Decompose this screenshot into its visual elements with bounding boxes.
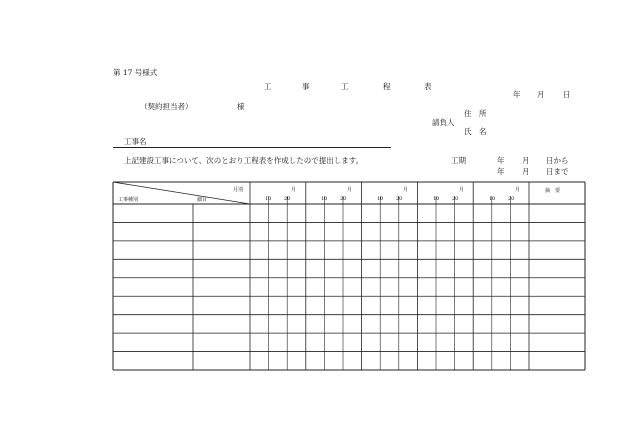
- date-day: 日: [563, 90, 571, 99]
- title-char-4: 程: [383, 82, 391, 91]
- period-start-year: 年: [497, 156, 505, 165]
- month-1-tick-10: 10: [265, 196, 272, 202]
- header-type: 工事種別: [118, 197, 139, 203]
- month-2-tick-20: 20: [340, 196, 347, 202]
- header-monthly: 月別: [233, 187, 244, 193]
- name-label: 氏 名: [464, 127, 487, 136]
- month-4-tick-10: 10: [433, 196, 440, 202]
- header-item: 細目: [197, 197, 208, 203]
- period-start-day: 日から: [546, 156, 569, 165]
- month-1-tick-20: 20: [284, 196, 291, 202]
- date-year: 年: [513, 90, 521, 99]
- statement-text: 上記建設工事について、次のとおり工程表を作成したので提出します。: [124, 156, 364, 165]
- month-2-label: 月: [347, 187, 353, 193]
- title-char-3: 工: [341, 82, 349, 91]
- period-end-day: 日まで: [546, 167, 569, 176]
- title-char-1: 工: [264, 82, 272, 91]
- month-4-label: 月: [459, 187, 465, 193]
- month-2-tick-10: 10: [321, 196, 328, 202]
- title-char-2: 事: [302, 82, 310, 91]
- date-month: 月: [537, 90, 545, 99]
- title-char-5: 表: [424, 82, 432, 91]
- month-5-tick-10: 10: [489, 196, 496, 202]
- month-5-label: 月: [515, 187, 521, 193]
- month-3-tick-20: 20: [396, 196, 403, 202]
- period-end-year: 年: [497, 167, 505, 176]
- month-3-label: 月: [403, 187, 409, 193]
- header-remarks: 摘 要: [545, 188, 561, 194]
- period-start-month: 月: [522, 156, 530, 165]
- contractor-label: 請負人: [432, 118, 455, 127]
- address-label: 住 所: [464, 109, 487, 118]
- month-1-label: 月: [291, 187, 297, 193]
- honorific-label: 様: [237, 102, 245, 111]
- month-3-tick-10: 10: [377, 196, 384, 202]
- month-4-tick-20: 20: [452, 196, 459, 202]
- project-name-label: 工事名: [124, 137, 147, 146]
- period-end-month: 月: [522, 167, 530, 176]
- addressee-label: （契約担当者）: [140, 102, 193, 111]
- month-5-tick-20: 20: [508, 196, 515, 202]
- form-number: 第 17 号様式: [113, 68, 158, 77]
- period-label: 工期: [451, 156, 466, 165]
